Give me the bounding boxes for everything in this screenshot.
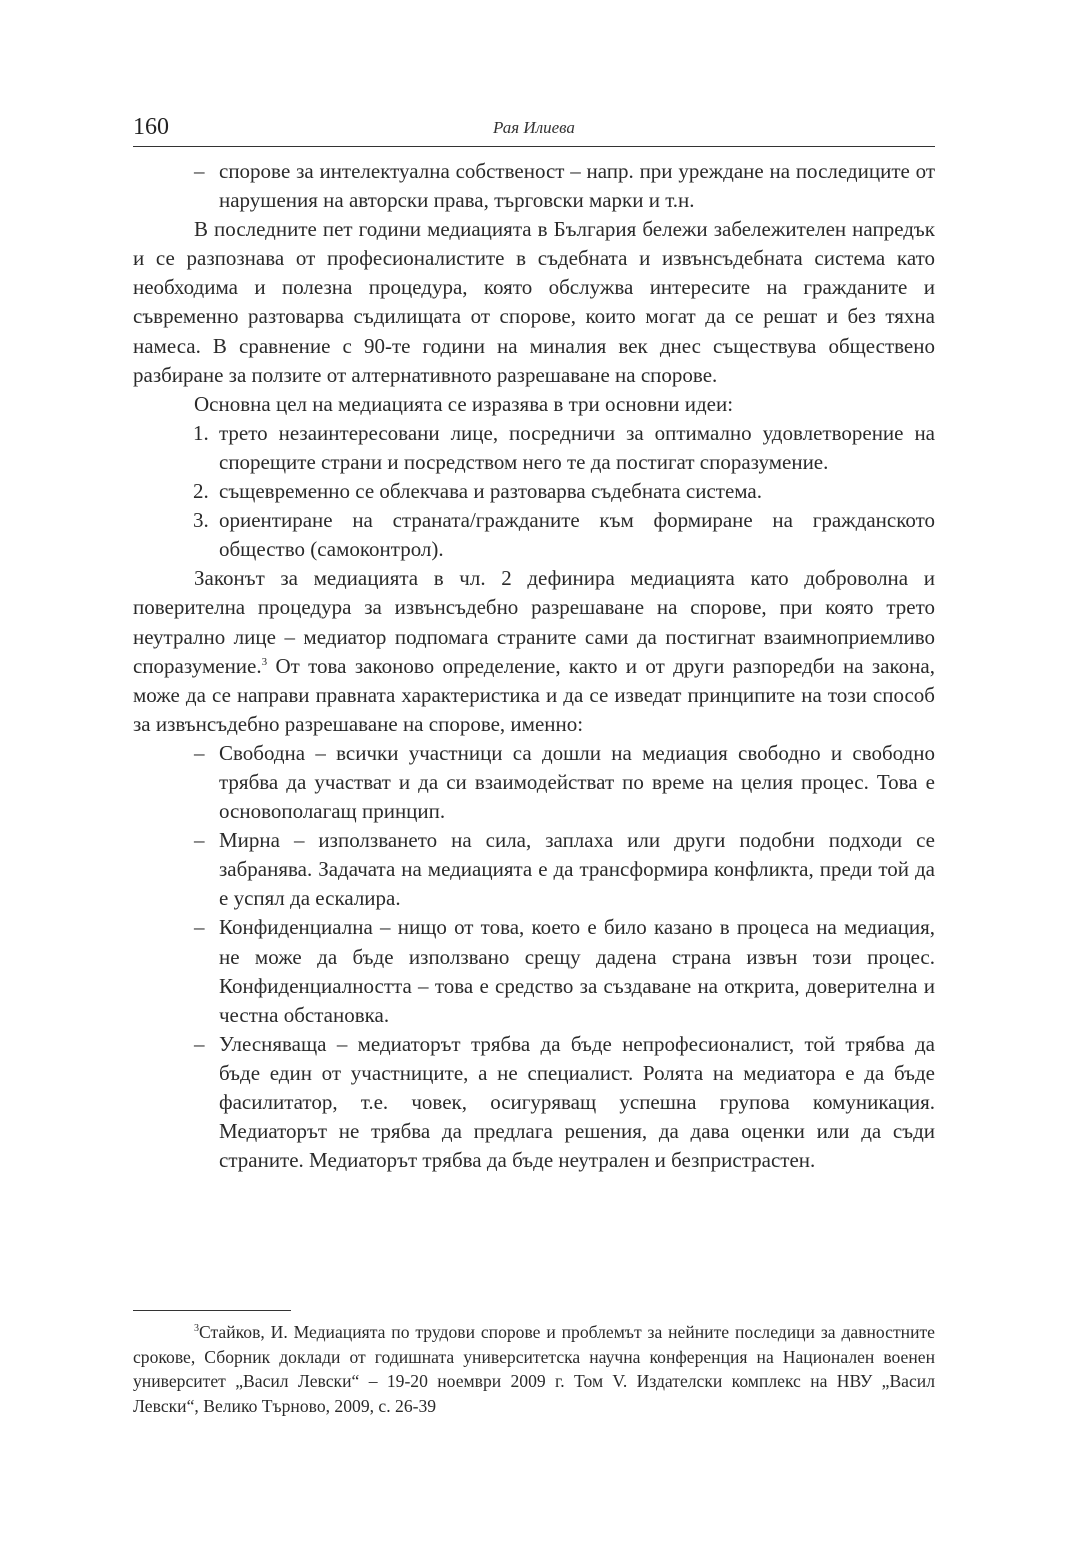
law-definition-text: Законът за медиацията в чл. 2 дефинира медиацията като доброволна и поверителна процедура за извънсъдебно разрешаване на спорове, при която трето неутрално лице – медиатор подпомага страните сами да постигнат взаимноприемливо споразумение. [133,566,935,678]
main-text [133,157,935,1175]
principle-item-facilitating [133,1030,935,1175]
footnotes [133,1320,935,1418]
list-item-intellectual-property [133,157,935,215]
numbered-item-text: същевременно се облекчава и разтоварва съдебната система. [219,479,762,504]
list-item-text: споровe за интелектуална собственост – напр. при уреждане на последиците от нарушения на авторски права, търговски марки и т.н. [219,159,935,213]
footnote-text: Стайков, И. Медиацията по трудови спорове и проблемът за нейните последици за давностните срокове, Сборник доклади от годишната университетска научна конференция на Национален военен университет „Васил Левски“ – 19-20 ноември 2009 г. Том V. Издателски комплекс на НВУ „Васил Левски“, Велико Търново, 2009, с. 26-39 [133,1322,935,1416]
footnote-mark: 3 [194,1323,199,1334]
principle-text: Мирна – използването на сила, заплаха или други подобни подходи се забранява. Задачата на медиацията е да трансформира конфликта, преди той да е успял да ескалира. [219,828,935,911]
page-number: 160 [133,114,169,140]
numbered-item-3 [133,506,935,564]
numbered-item-text: трето незаинтересовани лице, посредничи за оптимално удовлетворение на спорещите страни и посредством него те да постигат споразумение. [219,420,935,474]
numbered-item-text: ориентиране на страната/гражданите към формиране на гражданското общество (самоконтрол). [219,508,935,562]
running-head-author: Рая Илиева [493,118,575,137]
principle-text: Свободна – всички участници са дошли на медиация свободно и свободно трябва да участват и да си взаимодействат по време на целия процес. Това е основополагащ принцип. [219,740,935,824]
principle-text: Конфиденциална – нищо от това, което е било казано в процеса на медиация, не може да бъде използвано срещу дадена страна извън този процес. Конфиденциалността – това е средство за създаване на открита, доверителна и честна обстановка. [219,915,935,1027]
dash-marker: – [194,159,205,183]
paragraph-law-definition [133,564,935,739]
numbered-item-1 [133,419,935,477]
dash-marker: – [194,828,205,853]
principle-item-confidential [133,913,935,1029]
principle-text: Улесняваща – медиаторът трябва да бъде непрофесионалист, той трябва да бъде един от участниците, а не специалист. Ролята на медиатора е да бъде фасилитатор, т.е. човек, осигуряващ успешна групова комуникация. Медиаторът не трябва да предлага решения, да дава оценки или да съди страните. Медиаторът трябва да бъде неутрален и безпристрастен. [219,1031,935,1173]
footnote-3 [133,1320,935,1418]
principle-item-peaceful [133,826,935,913]
item-number: 3. [193,508,209,533]
item-number: 1. [193,420,209,445]
principle-item-free [133,739,935,826]
paragraph-main-goal: Основна цел на медиацията се изразява в три основни идеи: [194,391,734,416]
page-header [133,112,935,147]
numbered-item-2 [133,477,935,506]
law-definition-continued: От това законово определение, както и от други разпоредби на закона, може да се направи правната характеристика и да се изведат принципите на този способ за извънсъдебно разрешаване на спорове, именно: [133,653,935,736]
dash-marker: – [194,915,205,940]
paragraph-mediation-progress: В последните пет години медиацията в България бележи забележителен напредък и се разпознава от професионалистите в съдебната и извънсъдебната система като необходима и полезна процедура, която обслужва интересите на гражданите и съвременно разтоварва съдилищата от спорове, които могат да се решат и без тяхна намеса. В сравнение с 90-те години на миналия век днес съществува обществено разбиране за ползите от алтернативното разрешаване на спорове. [133,217,935,387]
dash-marker: – [194,740,205,765]
footnote-separator [133,1310,291,1311]
item-number: 2. [193,479,209,504]
footnote-reference[interactable]: 3 [261,655,268,668]
dash-marker: – [194,1031,205,1056]
